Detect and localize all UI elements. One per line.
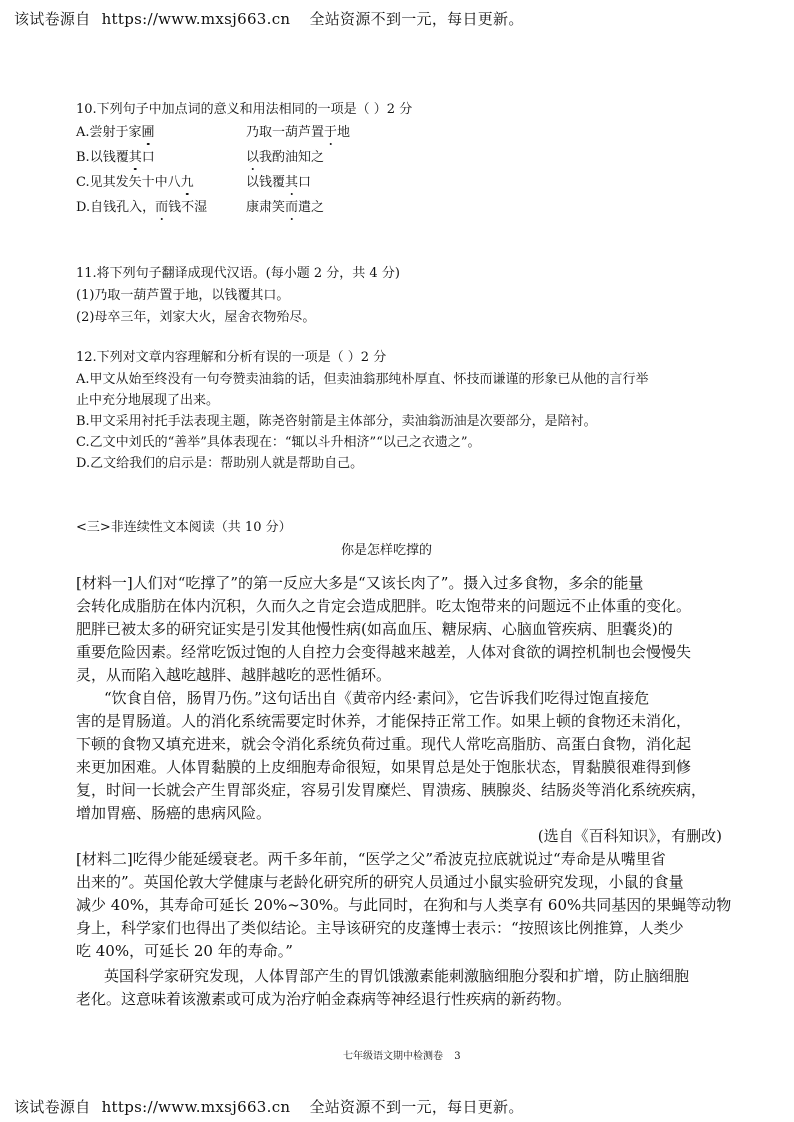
bottom-banner — [14, 1096, 524, 1117]
material2-line4: 身上，科学家们也得出了类似结论。主导该研究的皮蓬博士表示：“按照该比例推算，人类少 — [76, 919, 684, 937]
q12-option-c: C.乙文中刘氏的“善举”具体表现在：“辄以斗升相济”“以己之衣遗之”。 — [76, 435, 481, 450]
material2-line7: 老化。这意味着该激素或可成为治疗帕金森病等神经退行性疾病的新药物。 — [76, 990, 572, 1008]
q12-option-a-line2: 止中充分地展现了出来。 — [76, 393, 220, 408]
q10-option-b-right: 以我酌油知之 — [246, 150, 325, 165]
article-title: 你是怎样吃撑的 — [341, 543, 433, 558]
q11-stem: 11.将下列句子翻译成现代汉语。(每小题 2 分，共 4 分) — [76, 266, 400, 281]
q12-option-d: D.乙文给我们的启示是：帮助别人就是帮助自己。 — [76, 456, 364, 471]
banner-site-name: 该试卷源自 — [14, 10, 91, 28]
q12-stem: 12.下列对文章内容理解和分析有误的一项是（ ）2 分 — [76, 350, 387, 365]
q12-option-b: B.甲文采用衬托手法表现主题，陈尧咨射箭是主体部分，卖油翁沥油是次要部分，是陪衬。 — [76, 414, 597, 429]
q10-option-c-right: 以钱覆其口 — [246, 175, 312, 190]
section-heading: <三>非连续性文本阅读（共 10 分） — [76, 520, 292, 535]
material1-line8: 下顿的食物又填充进来，就会令消化系统负荷过重。现代人常吃高脂肪、高蛋白食物，消化起 — [76, 735, 692, 753]
material1-line10: 复，时间一长就会产生胃部炎症，容易引发胃糜烂、胃溃疡、胰腺炎、结肠炎等消化系统疾病， — [76, 781, 707, 799]
material1-line5: 灵，从而陷入越吃越胖、越胖越吃的恶性循环。 — [76, 666, 392, 684]
banner-url[interactable]: https://www.mxsj663.cn — [101, 1098, 291, 1116]
page-footer — [343, 1047, 461, 1062]
q10-option-d: D.自钱孔入，而钱不湿 — [76, 200, 208, 215]
top-banner — [14, 8, 524, 29]
banner-url[interactable]: https://www.mxsj663.cn — [101, 10, 291, 28]
banner-slogan: 全站资源不到一元，每日更新。 — [309, 1098, 524, 1116]
banner-site-name: 该试卷源自 — [14, 1098, 91, 1116]
q10-option-c: C.见其发矢十中八九 — [76, 175, 194, 190]
material2-line1: [材料二]吃得少能延缓衰老。两千多年前，“医学之父”希波克拉底就说过“寿命是从嘴里省 — [76, 850, 666, 868]
material1-line11: 增加胃癌、肠癌的患病风险。 — [76, 804, 272, 822]
material2-line6: 英国科学家研究发现，人体胃部产生的胃饥饿激素能刺激脑细胞分裂和扩增，防止脑细胞 — [104, 967, 690, 985]
material1-line7: 害的是胃肠道。人的消化系统需要定时休养，才能保持正常工作。如果上顿的食物还未消化， — [76, 712, 692, 730]
material1-source: (选自《百科知识》，有删改) — [537, 827, 722, 845]
q10-option-a-right: 乃取一葫芦置于地 — [246, 125, 351, 140]
q10-option-b: B.以钱覆其口 — [76, 150, 155, 165]
material1-line1: [材料一]人们对“吃撑了”的第一反应大多是“又该长肉了”。摄入过多食物，多余的能量 — [76, 574, 644, 592]
q11-item-2: (2)母卒三年，刘家大火，屋舍衣物殆尽。 — [76, 310, 316, 325]
material1-line4: 重要危险因素。经常吃饭过饱的人自控力会变得越来越差，人体对食欲的调控机制也会慢慢失 — [76, 643, 692, 661]
q11-item-1: (1)乃取一葫芦置于地，以钱覆其口。 — [76, 288, 290, 303]
material1-line3: 肥胖已被太多的研究证实是引发其他慢性病(如高血压、糖尿病、心脑血管疾病、胆囊炎)的 — [76, 620, 673, 638]
q10-stem: 10.下列句子中加点词的意义和用法相同的一项是（ ）2 分 — [76, 102, 413, 117]
footer-label: 七年级语文期中检测卷 — [343, 1051, 443, 1062]
q10-option-a: A.尝射于家圃 — [76, 125, 155, 140]
banner-slogan: 全站资源不到一元，每日更新。 — [309, 10, 524, 28]
material1-line6: “饮食自倍，肠胃乃伤。”这句话出自《黄帝内经·素问》，它告诉我们吃得过饱直接危 — [104, 689, 650, 707]
material1-line2: 会转化成脂肪在体内沉积，久而久之肯定会造成肥胖。吃太饱带来的问题远不止体重的变化。 — [76, 597, 692, 615]
material2-line5: 吃 40%，可延长 20 年的寿命。” — [76, 942, 293, 960]
page-number: 3 — [454, 1051, 461, 1062]
q10-option-d-right: 康肃笑而遣之 — [246, 200, 325, 215]
material2-line3: 减少 40%，其寿命可延长 20%~30%。与此同时，在狗和与人类享有 60%共同基因的果蝇等动物 — [76, 896, 732, 914]
q12-option-a-line1: A.甲文从始至终没有一句夸赞卖油翁的话，但卖油翁那纯朴厚直、怀技而谦谨的形象已从他的言行举 — [76, 372, 649, 387]
material1-line9: 来更加困难。人体胃黏膜的上皮细胞寿命很短，如果胃总是处于饱胀状态，胃黏膜很难得到修 — [76, 758, 692, 776]
material2-line2: 出来的”。英国伦敦大学健康与老龄化研究所的研究人员通过小鼠实验研究发现，小鼠的食量 — [76, 873, 684, 891]
